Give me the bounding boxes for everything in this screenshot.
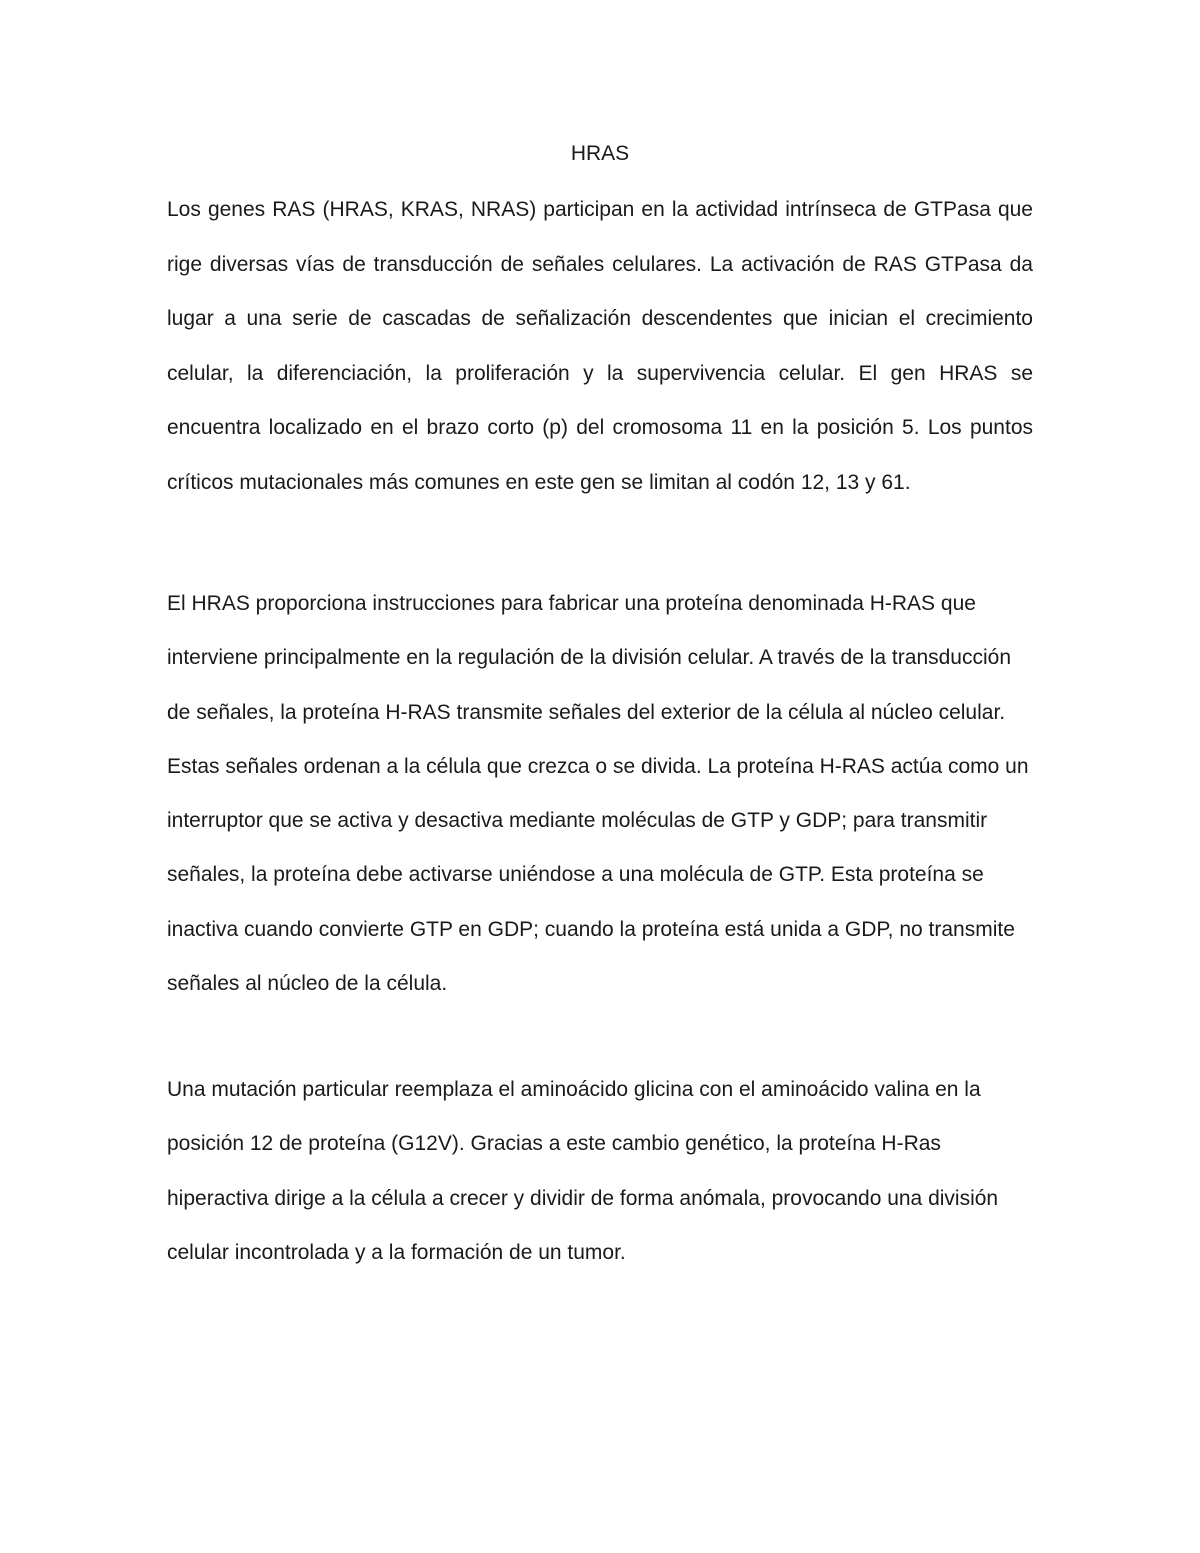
paragraph-hras-protein: El HRAS proporciona instrucciones para fabricar una proteína denominada H-RAS que interviene principalmente en la regulación de la división celular. A través de la transducción de señales, la proteína H-RAS transmite señales del exterior de la célula al núcleo celular. Estas señales ordenan a la célula que crezca o se divida. La proteína H-RAS actúa como un interruptor que se activa y desactiva mediante moléculas de GTP y GDP; para transmitir señales, la proteína debe activarse uniéndose a una molécula de GTP. Esta proteína se inactiva cuando convierte GTP en GDP; cuando la proteína está unida a GDP, no transmite señales al núcleo de la célula.	[167, 592, 1029, 996]
paragraph-ras-genes: Los genes RAS (HRAS, KRAS, NRAS) participan en la actividad intrínseca de GTPasa que rige diversas vías de transducción de señales celulares. La activación de RAS GTPasa da lugar a una serie de cascadas de señalización descendentes que inician el crecimiento celular, la diferenciación, la proliferación y la supervivencia celular. El gen HRAS se encuentra localizado en el brazo corto (p) del cromosoma 11 en la posición 5. Los puntos críticos mutacionales más comunes en este gen se limitan al codón 12, 13 y 61.	[167, 198, 1033, 494]
document-title: HRAS	[570, 142, 630, 165]
paragraph-g12v-mutation: Una mutación particular reemplaza el aminoácido glicina con el aminoácido valina en la posición 12 de proteína (G12V). Gracias a este cambio genético, la proteína H-Ras hiperactiva dirige a la célula a crecer y dividir de forma anómala, provocando una división celular incontrolada y a la formación de un tumor.	[167, 1078, 999, 1264]
